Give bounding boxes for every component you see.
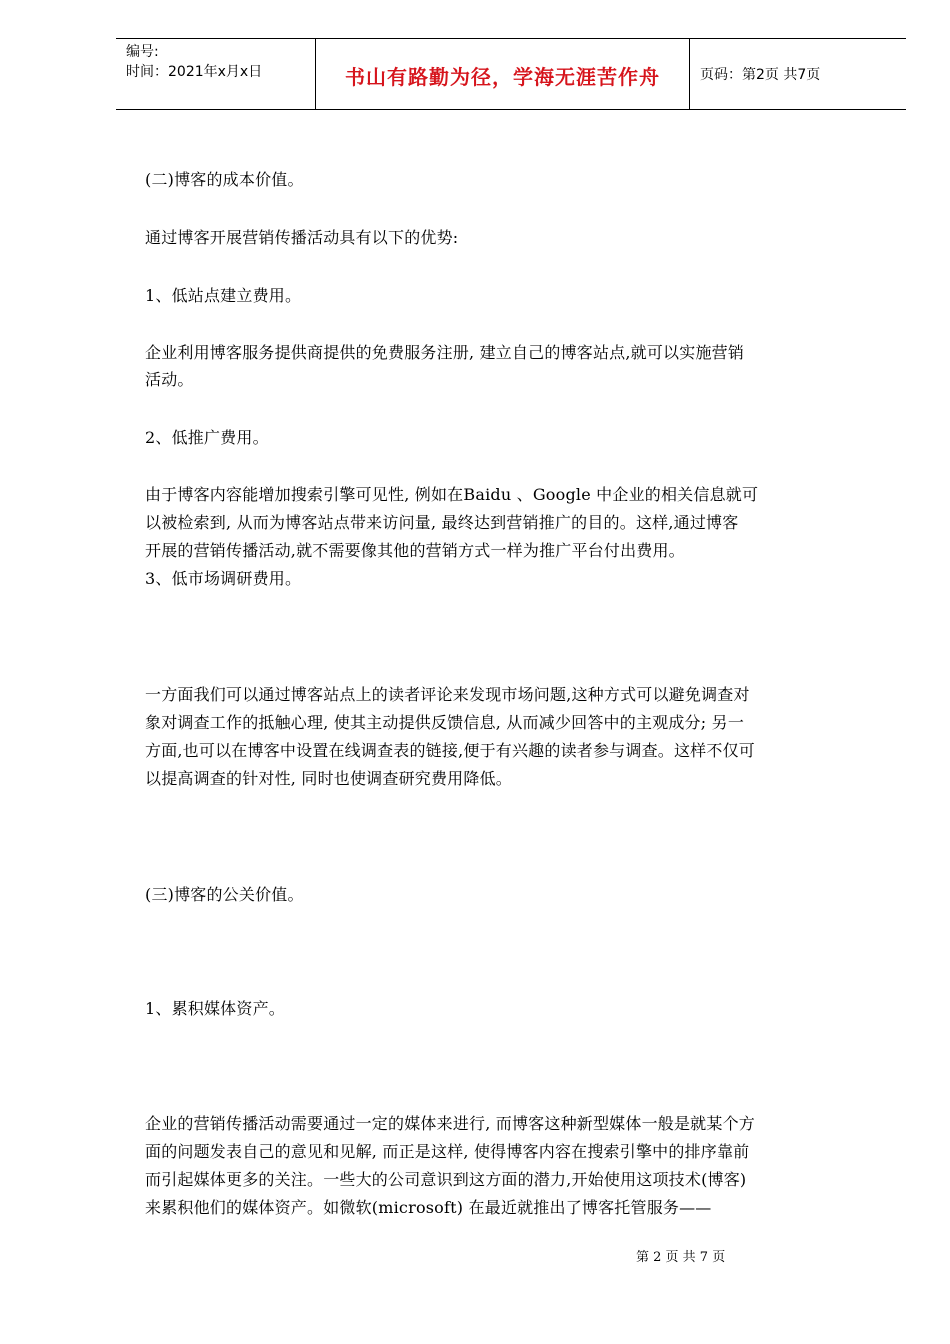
paragraph-line: 活动。: [145, 370, 194, 389]
item-heading-promotion-cost: 2、低推广费用。: [145, 428, 269, 447]
header-page-label: 页码：第2页 共7页: [700, 67, 821, 83]
paragraph-line: 开展的营销传播活动,就不需要像其他的营销方式一样为推广平台付出费用。: [145, 541, 685, 560]
date-label: 时间：2021年x月x日: [126, 64, 263, 80]
number-label: 编号:: [126, 44, 159, 60]
section-heading-cost: (二)博客的成本价值。: [145, 170, 304, 189]
paragraph-line: 方面,也可以在博客中设置在线调查表的链接,便于有兴趣的读者参与调查。这样不仅可: [145, 741, 755, 760]
header-page-cell: [690, 39, 906, 109]
paragraph-line: 以提高调查的针对性, 同时也使调查研究费用降低。: [145, 769, 512, 788]
paragraph-line: 一方面我们可以通过博客站点上的读者评论来发现市场问题,这种方式可以避免调查对: [145, 685, 750, 704]
paragraph-line: 象对调查工作的抵触心理, 使其主动提供反馈信息, 从而减少回答中的主观成分; 另一: [145, 713, 745, 732]
item-heading-media-assets: 1、累积媒体资产。: [145, 999, 285, 1018]
paragraph-line: 企业利用博客服务提供商提供的免费服务注册, 建立自己的博客站点,就可以实施营销: [145, 343, 745, 362]
header-info-cell: [116, 39, 316, 109]
header-motto-cell: [316, 39, 690, 109]
paragraph-line: 来累积他们的媒体资产。如微软(microsoft) 在最近就推出了博客托管服务——: [145, 1198, 712, 1217]
page-footer-number: 第 2 页 共 7 页: [636, 1250, 726, 1265]
paragraph-line: 以被检索到, 从而为博客站点带来访问量, 最终达到营销推广的目的。这样,通过博客: [145, 513, 739, 532]
section-heading-pr: (三)博客的公关价值。: [145, 885, 304, 904]
page-header: [116, 38, 906, 110]
item-heading-site-cost: 1、低站点建立费用。: [145, 286, 302, 305]
paragraph-intro: 通过博客开展营销传播活动具有以下的优势:: [145, 228, 459, 247]
paragraph-line: 企业的营销传播活动需要通过一定的媒体来进行, 而博客这种新型媒体一般是就某个方: [145, 1114, 755, 1133]
paragraph-line: 面的问题发表自己的意见和见解, 而正是这样, 使得博客内容在搜索引擎中的排序靠前: [145, 1142, 750, 1161]
paragraph-line: 而引起媒体更多的关注。一些大的公司意识到这方面的潜力,开始使用这项技术(博客): [145, 1170, 747, 1189]
item-heading-research-cost: 3、低市场调研费用。: [145, 569, 302, 588]
paragraph-line: 由于博客内容能增加搜索引擎可见性, 例如在Baidu 、Google 中企业的相关信息就可: [145, 485, 759, 504]
header-motto: 书山有路勤为径，学海无涯苦作舟: [345, 65, 660, 89]
